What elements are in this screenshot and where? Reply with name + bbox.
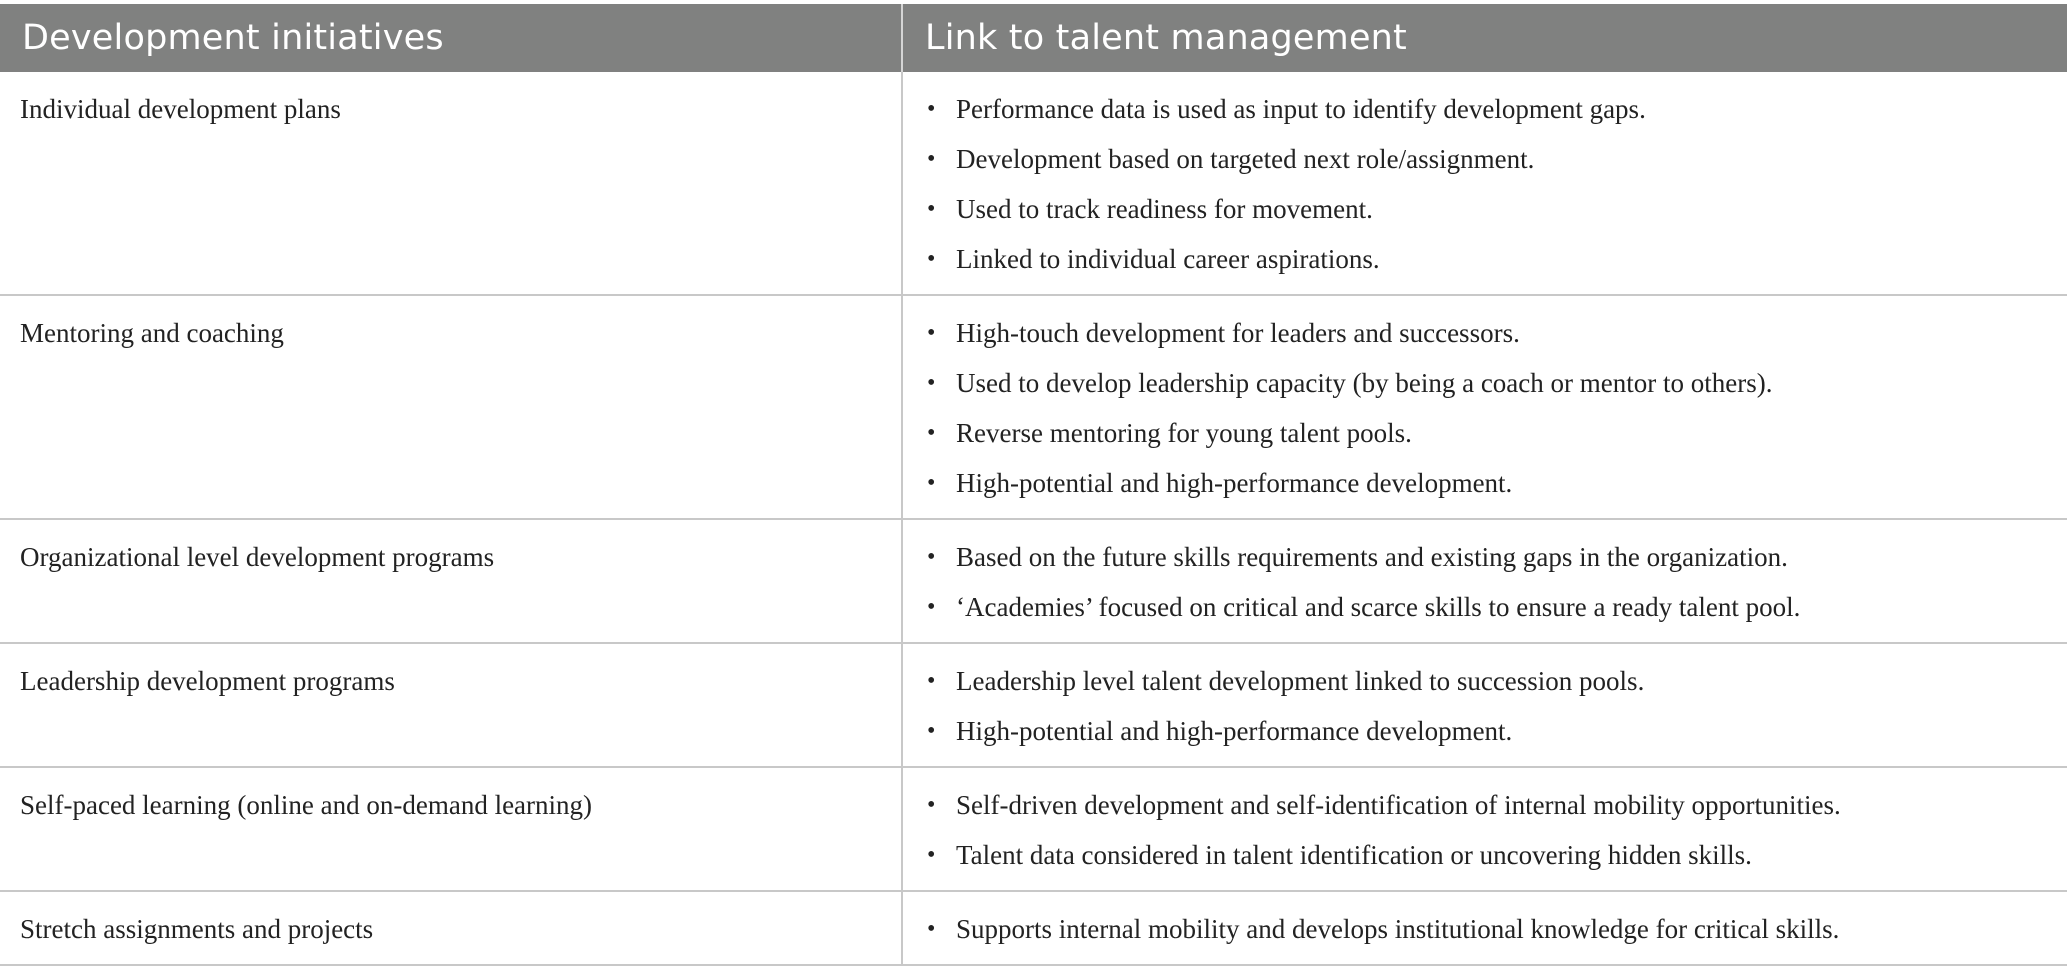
talent-link-item: • Used to develop leadership capacity (by being a coach or mentor to others). [903, 358, 2067, 408]
talent-link-cell [902, 767, 2067, 891]
initiative-label: Leadership development programs [20, 666, 395, 696]
initiative-cell [0, 519, 902, 643]
talent-development-table-container [0, 4, 2067, 966]
talent-link-item: • High-touch development for leaders and successors. [903, 308, 2067, 358]
table-row [0, 767, 2067, 891]
talent-link-cell [902, 72, 2067, 295]
talent-link-list [903, 84, 2067, 284]
talent-link-list [903, 656, 2067, 756]
talent-link-item: • Linked to individual career aspirations. [903, 234, 2067, 284]
header-link-to-talent-management: Link to talent management [902, 4, 2067, 72]
talent-link-item: • High-potential and high-performance development. [903, 458, 2067, 508]
talent-link-item: • Leadership level talent development linked to succession pools. [903, 656, 2067, 706]
initiative-label: Individual development plans [20, 94, 341, 124]
talent-link-item: • Development based on targeted next role/assignment. [903, 134, 2067, 184]
talent-link-item: • Based on the future skills requirements and existing gaps in the organization. [903, 532, 2067, 582]
initiative-label: Self-paced learning (online and on-demand learning) [20, 790, 593, 820]
initiative-label: Mentoring and coaching [20, 318, 284, 348]
table-header [0, 4, 2067, 72]
talent-link-item: • Reverse mentoring for young talent pools. [903, 408, 2067, 458]
initiative-cell [0, 72, 902, 295]
talent-link-item: • ‘Academies’ focused on critical and scarce skills to ensure a ready talent pool. [903, 582, 2067, 632]
talent-link-item: • Self-driven development and self-identification of internal mobility opportunities. [903, 780, 2067, 830]
talent-link-list [903, 308, 2067, 508]
talent-link-list [903, 780, 2067, 880]
table-row [0, 295, 2067, 519]
talent-link-cell [902, 643, 2067, 767]
table-row [0, 891, 2067, 965]
talent-link-list [903, 904, 2067, 954]
header-development-initiatives: Development initiatives [0, 4, 902, 72]
talent-link-list [903, 532, 2067, 632]
table-row [0, 519, 2067, 643]
initiative-label: Stretch assignments and projects [20, 914, 374, 944]
header-row [0, 4, 2067, 72]
talent-link-item: • Supports internal mobility and develops institutional knowledge for critical skills. [903, 904, 2067, 954]
talent-link-cell [902, 519, 2067, 643]
table-row [0, 72, 2067, 295]
initiative-cell [0, 295, 902, 519]
talent-link-item: • High-potential and high-performance development. [903, 706, 2067, 756]
initiative-label: Organizational level development programs [20, 542, 495, 572]
initiative-cell [0, 891, 902, 965]
table-body [0, 72, 2067, 965]
talent-development-table [0, 4, 2067, 966]
initiative-cell [0, 767, 902, 891]
table-row [0, 643, 2067, 767]
initiative-cell [0, 643, 902, 767]
talent-link-item: • Performance data is used as input to identify development gaps. [903, 84, 2067, 134]
talent-link-cell [902, 891, 2067, 965]
talent-link-item: • Used to track readiness for movement. [903, 184, 2067, 234]
talent-link-cell [902, 295, 2067, 519]
talent-link-item: • Talent data considered in talent identification or uncovering hidden skills. [903, 830, 2067, 880]
